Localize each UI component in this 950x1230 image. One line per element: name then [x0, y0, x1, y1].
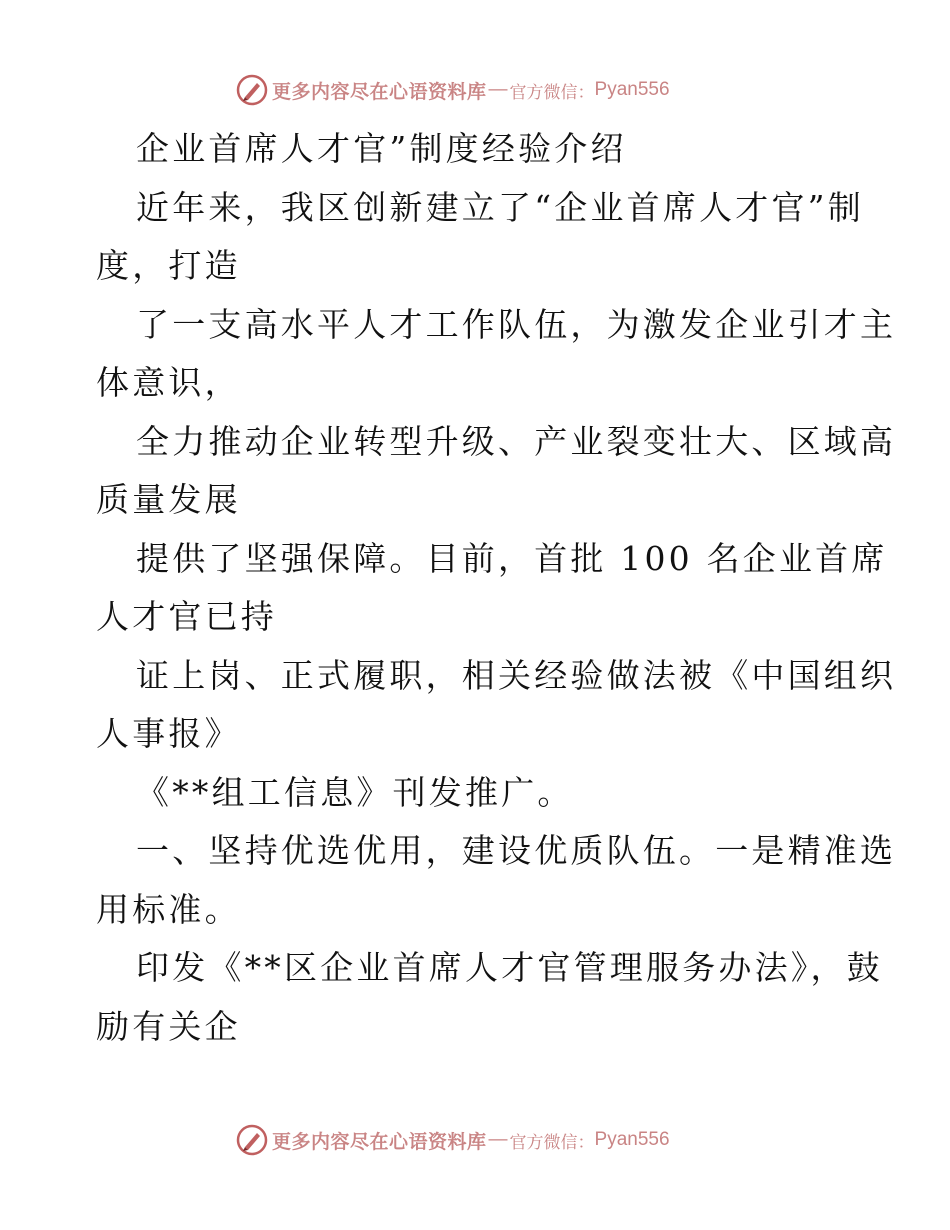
text-line: 人才官已持	[96, 597, 277, 636]
text-line: 度，打造	[96, 246, 241, 285]
text-line: 励有关企	[96, 1006, 241, 1046]
text-line: 印发《**区企业首席人才官管理服务办法》，鼓	[136, 948, 883, 987]
text-line: 证上岗、正式履职，相关经验做法被《中国组织	[136, 655, 897, 695]
watermark-wechat-id: Pyan556	[594, 79, 670, 100]
watermark-label: 官方微信：	[509, 82, 595, 103]
section-heading-line: 一、坚持优选优用，建设优质队伍。一是精准选	[136, 831, 897, 870]
text-line: 《**组工信息》刊发推广。	[136, 772, 574, 812]
watermark-label: 官方微信：	[509, 1132, 595, 1153]
text-line: 人事报》	[96, 714, 241, 753]
header-watermark	[236, 72, 670, 108]
pen-logo-icon	[236, 1124, 268, 1156]
text-line: 近年来，我区创新建立了“企业首席人才官”制	[136, 187, 864, 227]
text-line: 质量发展	[96, 480, 241, 519]
footer-watermark	[236, 1122, 670, 1158]
pen-logo-icon	[236, 74, 268, 106]
watermark-site-text: 更多内容尽在心语资料库	[272, 80, 487, 103]
text-line: 用标准。	[96, 889, 241, 929]
watermark-site-text: 更多内容尽在心语资料库	[272, 1130, 487, 1153]
document-title: 企业首席人才官”制度经验介绍	[136, 129, 627, 168]
text-line: 提供了坚强保障。目前，首批 100 名企业首席	[136, 538, 888, 578]
text-line: 了一支高水平人才工作队伍，为激发企业引才主	[136, 304, 897, 344]
watermark-separator: —	[488, 79, 508, 100]
text-line: 全力推动企业转型升级、产业裂变壮大、区域高	[136, 421, 897, 461]
watermark-separator: —	[488, 1129, 508, 1150]
text-line: 体意识，	[96, 363, 241, 402]
document-body	[96, 120, 897, 1056]
watermark-wechat-id: Pyan556	[594, 1129, 670, 1150]
